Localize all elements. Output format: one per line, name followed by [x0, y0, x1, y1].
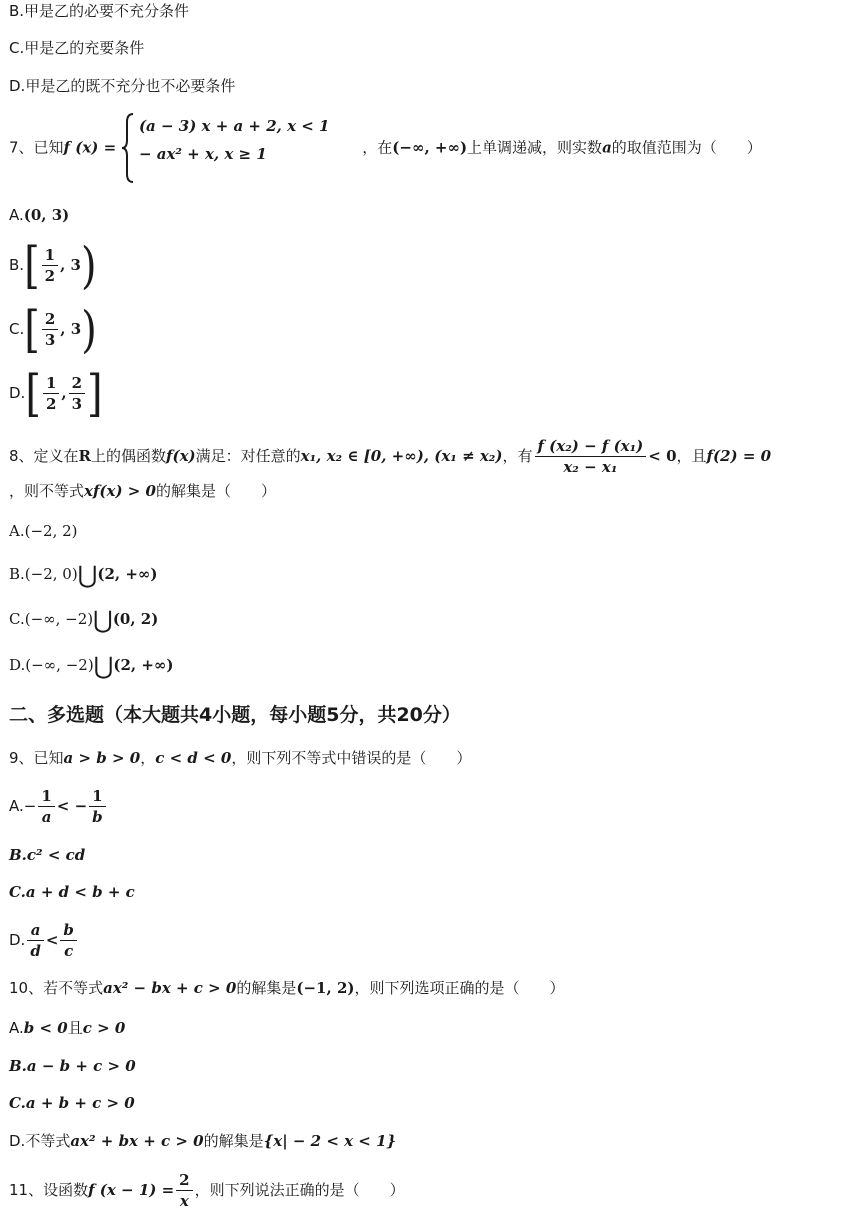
- q10-stem: [9, 978, 565, 998]
- q7-stem: [9, 112, 762, 184]
- q7-option-c: [9, 300, 97, 359]
- q7-option-a-value: (0, 3): [23, 206, 70, 224]
- q8-stem-line-2: [9, 481, 276, 501]
- q7-case-1: (a − 3) x + a + 2, x < 1: [138, 117, 330, 135]
- q10-option-a-and: 且: [67, 1019, 83, 1037]
- denominator: c: [64, 942, 74, 960]
- q8-f2: f(2) = 0: [706, 447, 772, 465]
- denominator: x: [179, 1192, 189, 1210]
- denominator: 3: [71, 395, 83, 413]
- fraction: [27, 920, 44, 961]
- q9-option-d-mid: <: [45, 931, 59, 949]
- q7-fx: f (x) =: [63, 138, 117, 157]
- option-label: B.: [9, 256, 25, 274]
- denominator: x₂ − x₁: [563, 458, 618, 476]
- left-bracket-icon: [: [24, 300, 40, 359]
- q10-solution-set: (−1, 2): [296, 979, 355, 997]
- q7-option-b: [9, 236, 97, 295]
- numerator: 1: [89, 786, 106, 807]
- q7-case-2: − ax² + x, x ≥ 1: [138, 145, 267, 163]
- numerator: 1: [42, 245, 58, 266]
- option-label: D.: [9, 931, 26, 949]
- fraction: [38, 786, 54, 827]
- q10-option-a-c: c > 0: [82, 1019, 126, 1037]
- q10-option-d-mid: 的解集是: [203, 1132, 264, 1150]
- q11-suffix: ，则下列说法正确的是（ ）: [194, 1181, 405, 1199]
- right-bracket-icon: ]: [87, 364, 103, 423]
- q8-text-4: ，且: [676, 447, 707, 465]
- fraction: [42, 245, 58, 286]
- q10-option-a: [9, 1018, 125, 1038]
- q9-option-d: [9, 920, 79, 961]
- q7-suffix-c: 的取值范围为（ ）: [611, 138, 762, 157]
- left-bracket-icon: [: [25, 364, 41, 423]
- numerator: 2: [42, 309, 58, 330]
- left-brace-icon: [121, 112, 135, 184]
- q10-option-a-b: b < 0: [23, 1019, 68, 1037]
- q10-prefix: 10、若不等式: [9, 979, 104, 997]
- q6-option-b: B.甲是乙的必要不充分条件: [9, 2, 190, 20]
- numerator: 2: [176, 1170, 192, 1191]
- q7-option-c-rest: , 3: [60, 320, 82, 338]
- q7-option-d: D.[ $\frac{1}{2}$ , $\frac{2}{3}$ ]: [9, 364, 103, 423]
- q8-option-c: [9, 605, 159, 634]
- q11-fx: f (x − 1) =: [88, 1181, 175, 1199]
- q10-option-d-ineq: ax² + bx + c > 0: [70, 1132, 204, 1150]
- q10-option-d: [9, 1131, 396, 1151]
- numerator: a: [27, 920, 44, 941]
- denominator: a: [41, 808, 52, 826]
- option-label: C.: [9, 320, 25, 338]
- q8-option-c-part-2: (0, 2): [112, 610, 159, 628]
- q8-lt-zero: < 0: [648, 447, 677, 465]
- q10-inequality: ax² − bx + c > 0: [103, 979, 237, 997]
- q10-suffix: ，则下列选项正确的是（ ）: [354, 979, 565, 997]
- denominator: d: [30, 942, 41, 960]
- denominator: 2: [44, 267, 56, 285]
- q8-vars: x₁, x₂ ∈ [0, +∞), (x₁ ≠ x₂): [300, 447, 503, 465]
- q8-option-b: [9, 560, 158, 589]
- q11-prefix: 11、设函数: [9, 1181, 89, 1199]
- right-paren-icon: ): [81, 300, 97, 359]
- q8-option-d-part-1: D.(−∞, −2): [9, 656, 94, 674]
- fraction: [89, 786, 106, 827]
- fraction: [42, 309, 58, 350]
- numerator: 1: [43, 373, 59, 394]
- section-title: 二、多选题（本大题共4小题，每小题5分，共20分）: [9, 704, 461, 726]
- q8-fraction: [535, 436, 647, 477]
- right-paren-icon: ): [81, 236, 97, 295]
- q9-option-a-mid: < −: [56, 797, 88, 815]
- q9-option-a: [9, 786, 108, 827]
- q8-inequality: xf(x) > 0: [84, 482, 156, 500]
- numerator: 1: [38, 786, 54, 807]
- denominator: 3: [44, 331, 56, 349]
- q9-condition-2: c < d < 0: [155, 749, 232, 767]
- q8-text-2: 满足：对任意的: [195, 447, 301, 465]
- option-label: A.: [9, 1019, 24, 1037]
- q9-condition-1: a > b > 0: [63, 749, 141, 767]
- q7-prefix: 7、已知: [9, 138, 64, 157]
- q10-mid: 的解集是: [236, 979, 297, 997]
- q10-option-c: C.a + b + c > 0: [9, 1094, 135, 1112]
- union-icon: ⋃: [93, 651, 114, 680]
- q6-option-d: D.甲是乙的既不充分也不必要条件: [9, 77, 236, 95]
- q8-prefix: 8、定义在: [9, 447, 79, 465]
- q8-option-d: [9, 651, 174, 680]
- q8-option-d-part-2: (2, +∞): [113, 656, 174, 674]
- q9-suffix: ，则下列不等式中错误的是（ ）: [231, 749, 472, 767]
- q9-stem: [9, 748, 471, 768]
- q7-suffix-a: ，在: [362, 138, 393, 157]
- q8-option-b-part-2: (2, +∞): [97, 565, 158, 583]
- q8-stem-line-1: [9, 436, 771, 477]
- q9-separator: ，: [140, 749, 156, 767]
- fraction: [69, 373, 85, 414]
- q9-option-c: C.a + d < b + c: [9, 883, 135, 901]
- union-icon: ⋃: [93, 605, 113, 634]
- q10-option-b: B.a − b + c > 0: [9, 1057, 136, 1075]
- q10-option-d-a: D.不等式: [9, 1132, 71, 1150]
- q8-line2-a: ，则不等式: [9, 482, 85, 500]
- q8-option-b-part-1: B.(−2, 0): [9, 565, 78, 583]
- q8-fx: f(x): [166, 447, 196, 465]
- q7-option-a: [9, 205, 69, 225]
- q7-option-b-rest: , 3: [60, 256, 81, 274]
- left-bracket-icon: [: [24, 236, 40, 295]
- q6-option-c: C.甲是乙的充要条件: [9, 39, 145, 57]
- q8-option-a: A.(−2, 2): [9, 522, 78, 540]
- q9-prefix: 9、已知: [9, 749, 64, 767]
- q7-suffix-b: 上单调递减，则实数: [467, 138, 603, 157]
- union-icon: ⋃: [77, 560, 98, 589]
- q8-text-1: 上的偶函数: [91, 447, 167, 465]
- option-label: D.: [9, 384, 26, 402]
- numerator: 2: [69, 373, 85, 394]
- denominator: 2: [45, 395, 57, 413]
- q8-option-c-part-1: C.(−∞, −2): [9, 610, 94, 628]
- option-label: A.−: [9, 797, 37, 815]
- numerator: b: [60, 920, 77, 941]
- q10-option-d-set: {x| − 2 < x < 1}: [263, 1132, 397, 1150]
- q7-var: a: [602, 138, 612, 157]
- fraction: [43, 373, 59, 414]
- q11-stem: [9, 1170, 405, 1211]
- q8-text-3: ，有: [502, 447, 533, 465]
- numerator: f (x₂) − f (x₁): [535, 436, 647, 457]
- q8-real-set: R: [78, 447, 92, 465]
- q9-option-b: B.c² < cd: [9, 846, 86, 864]
- option-label: A.: [9, 206, 24, 224]
- q7-piecewise: [121, 112, 330, 184]
- denominator: b: [92, 808, 103, 826]
- fraction: [60, 920, 77, 961]
- q8-line2-b: 的解集是（ ）: [156, 482, 277, 500]
- q7-interval: (−∞, +∞): [392, 138, 468, 157]
- fraction: [176, 1170, 192, 1211]
